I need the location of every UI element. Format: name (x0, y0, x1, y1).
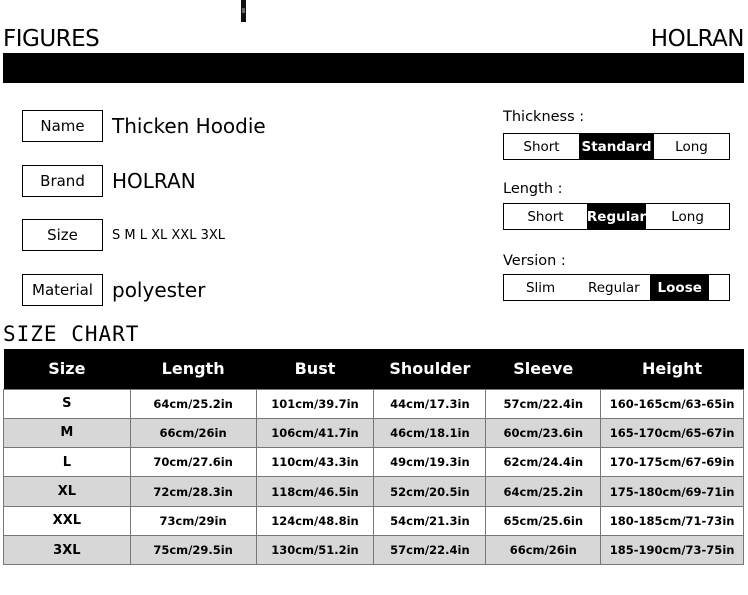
table-cell: 175-180cm/69-71in (601, 477, 744, 506)
thickness-option-standard: Standard (579, 134, 654, 159)
header-divider-bar (3, 53, 744, 83)
table-cell: XL (4, 477, 131, 506)
spec-label-size: Size (22, 219, 103, 251)
table-cell: 57cm/22.4in (374, 535, 486, 564)
table-cell: 106cm/41.7in (256, 418, 374, 447)
thickness-option-short: Short (523, 138, 560, 155)
table-cell: 124cm/48.8in (256, 506, 374, 535)
version-option-regular: Regular (587, 279, 640, 296)
table-cell: 64cm/25.2in (130, 389, 256, 418)
column-header-height: Height (601, 349, 744, 389)
column-header-length: Length (130, 349, 256, 389)
length-selector (503, 203, 730, 230)
table-cell: 73cm/29in (130, 506, 256, 535)
version-title: Version : (503, 253, 566, 269)
size-chart-header-row (4, 349, 744, 389)
table-cell: 60cm/23.6in (486, 418, 601, 447)
spec-value-material: polyester (112, 278, 206, 302)
table-row (4, 506, 744, 535)
table-cell: 64cm/25.2in (486, 477, 601, 506)
length-option-long: Long (671, 208, 704, 225)
table-cell: 62cm/24.4in (486, 448, 601, 477)
table-cell: 52cm/20.5in (374, 477, 486, 506)
length-option-short: Short (527, 208, 564, 225)
table-cell: 49cm/19.3in (374, 448, 486, 477)
spec-value-name: Thicken Hoodie (112, 114, 266, 138)
size-chart-table (3, 349, 744, 565)
spec-label-material: Material (22, 274, 103, 306)
spec-value-size: S M L XL XXL 3XL (112, 228, 225, 243)
spec-value-brand: HOLRAN (112, 169, 196, 193)
column-header-bust: Bust (256, 349, 374, 389)
table-cell: 75cm/29.5in (130, 535, 256, 564)
table-row (4, 535, 744, 564)
version-selector-spacer (709, 275, 729, 300)
table-cell: 160-165cm/63-65in (601, 389, 744, 418)
table-cell: 101cm/39.7in (256, 389, 374, 418)
table-cell: 165-170cm/65-67in (601, 418, 744, 447)
table-cell: XXL (4, 506, 131, 535)
thickness-selector (503, 133, 730, 160)
table-cell: L (4, 448, 131, 477)
version-selector (503, 274, 730, 301)
length-title: Length : (503, 181, 563, 197)
thickness-option-long: Long (675, 138, 708, 155)
table-cell: 65cm/25.6in (486, 506, 601, 535)
column-header-sleeve: Sleeve (486, 349, 601, 389)
spec-label-brand: Brand (22, 165, 103, 197)
header-right-title: HOLRAN (650, 26, 744, 52)
table-cell: M (4, 418, 131, 447)
table-cell: 66cm/26in (486, 535, 601, 564)
version-option-loose: Loose (650, 275, 709, 300)
table-cell: 170-175cm/67-69in (601, 448, 744, 477)
version-option-slim: Slim (525, 279, 556, 296)
table-cell: 54cm/21.3in (374, 506, 486, 535)
hanger-tag-graphic (241, 0, 246, 22)
header-left-title: FIGURES (3, 26, 100, 52)
table-cell: 185-190cm/73-75in (601, 535, 744, 564)
table-cell: 130cm/51.2in (256, 535, 374, 564)
spec-label-name: Name (22, 110, 103, 142)
table-cell: S (4, 389, 131, 418)
table-cell: 70cm/27.6in (130, 448, 256, 477)
table-cell: 3XL (4, 535, 131, 564)
table-row (4, 477, 744, 506)
table-row (4, 448, 744, 477)
table-cell: 57cm/22.4in (486, 389, 601, 418)
table-cell: 110cm/43.3in (256, 448, 374, 477)
size-chart-title: SIZE CHART (3, 322, 140, 346)
table-row (4, 418, 744, 447)
table-row (4, 389, 744, 418)
thickness-title: Thickness : (503, 109, 585, 125)
table-cell: 118cm/46.5in (256, 477, 374, 506)
column-header-size: Size (4, 349, 131, 389)
table-cell: 44cm/17.3in (374, 389, 486, 418)
table-cell: 66cm/26in (130, 418, 256, 447)
table-cell: 180-185cm/71-73in (601, 506, 744, 535)
column-header-shoulder: Shoulder (374, 349, 486, 389)
table-cell: 72cm/28.3in (130, 477, 256, 506)
table-cell: 46cm/18.1in (374, 418, 486, 447)
length-option-regular: Regular (587, 204, 646, 229)
